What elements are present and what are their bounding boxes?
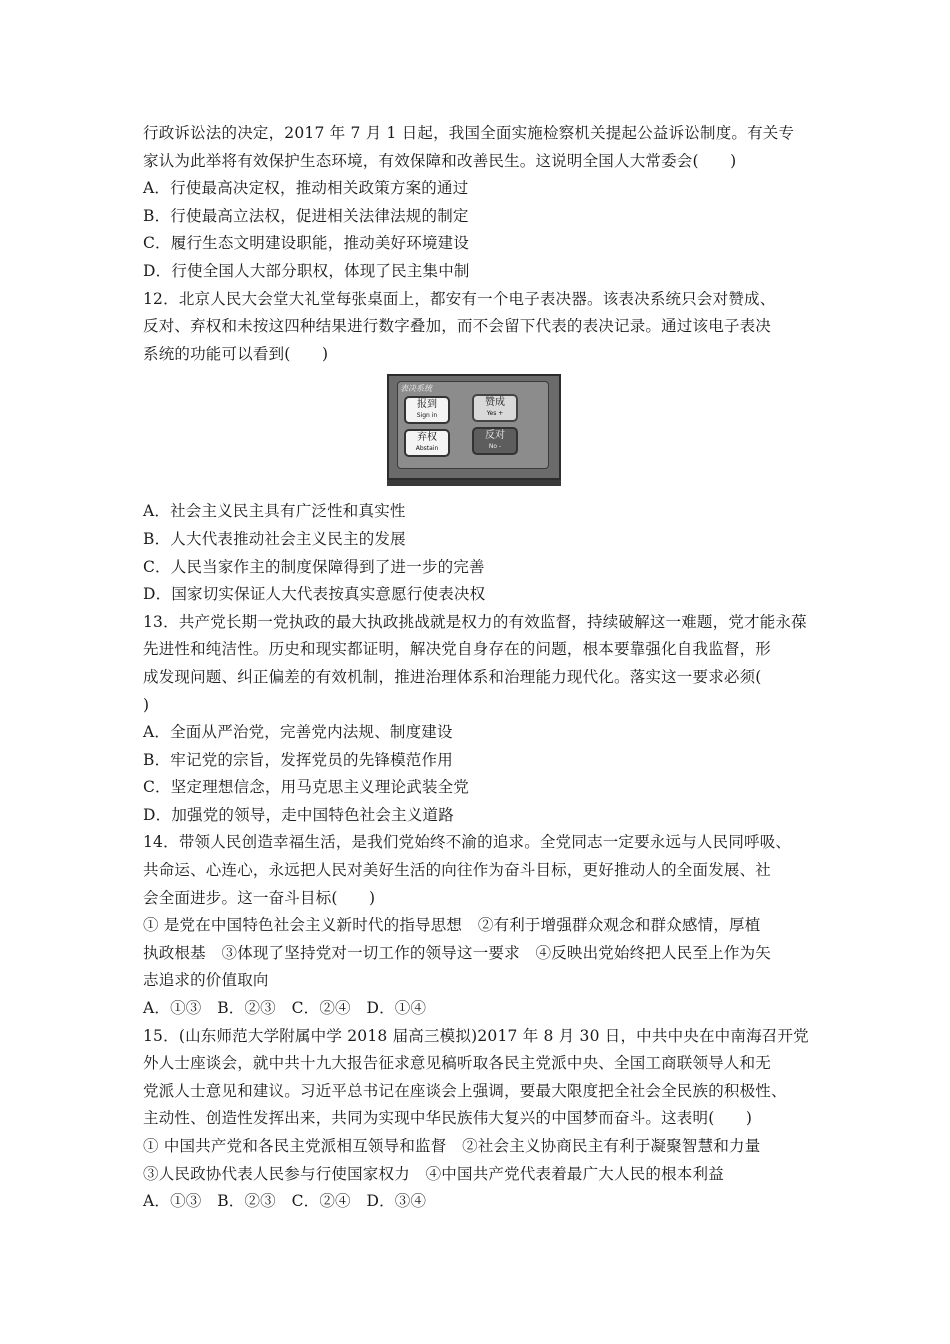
- question-13: [143, 609, 813, 830]
- signin-label: 报到: [417, 399, 437, 411]
- option-line: C．履行生态文明建设职能，推动美好环境建设: [143, 234, 470, 253]
- text-line: ① 是党在中国特色社会主义新时代的指导思想 ②有利于增强群众观念和群众感情，厚植: [143, 916, 761, 935]
- text-line: 先进性和纯洁性。历史和现实都证明，解决党自身存在的问题，根本要靠强化自我监督，形: [143, 640, 772, 659]
- text-line: 共命运、心连心，永远把人民对美好生活的向往作为奋斗目标，更好推动人的全面发展、社: [143, 861, 772, 880]
- text-line: 15．(山东师范大学附属中学 2018 届高三模拟)2017 年 8 月 30 日，中共中央在中南海召开党: [143, 1026, 809, 1045]
- option-line: A．①③ B．②③ C．②④ D．③④: [143, 1192, 427, 1211]
- abstain-label: 弃权: [417, 432, 437, 444]
- text-line: 12．北京人民大会堂大礼堂每张桌面上，都安有一个电子表决器。该表决系统只会对赞成、: [143, 289, 776, 308]
- yes-button: [472, 394, 518, 422]
- option-line: B．牢记党的宗旨，发挥党员的先锋模范作用: [143, 750, 453, 769]
- text-line: 外人士座谈会，就中共十九大报告征求意见稿听取各民主党派中央、全国工商联领导人和无: [143, 1054, 772, 1073]
- text-line: 反对、弃权和未按这四种结果进行数字叠加，而不会留下代表的表决记录。通过该电子表决: [143, 317, 772, 336]
- option-line: A．行使最高决定权，推动相关政策方案的通过: [143, 179, 469, 198]
- question-12: [143, 286, 813, 609]
- option-line: B．行使最高立法权，促进相关法律法规的制定: [143, 206, 469, 225]
- text-line: ): [143, 695, 150, 714]
- text-line: 会全面进步。这一奋斗目标( ): [143, 888, 376, 907]
- signin-label-en: Sign in: [416, 412, 438, 420]
- device-screen: [397, 381, 549, 469]
- text-line: 家认为此举将有效保护生态环境，有效保障和改善民生。这说明全国人大常委会( ): [143, 151, 737, 170]
- option-line: D．行使全国人大部分职权，体现了民主集中制: [143, 261, 470, 280]
- text-line: ③人民政协代表人民参与行使国家权力 ④中国共产党代表着最广大人民的根本利益: [143, 1164, 724, 1183]
- question-11-tail: [143, 120, 813, 286]
- no-button: [472, 427, 518, 455]
- text-line: 系统的功能可以看到( ): [143, 344, 329, 363]
- no-label: 反对: [485, 430, 505, 442]
- option-line: C．人民当家作主的制度保障得到了进一步的完善: [143, 557, 485, 576]
- device-title: 表决系统: [400, 384, 432, 394]
- voting-device-photo: [387, 374, 561, 480]
- text-line: 行政诉讼法的决定，2017 年 7 月 1 日起，我国全面实施检察机关提起公益诉讼制度。有关专: [143, 124, 795, 142]
- option-line: B．人大代表推动社会主义民主的发展: [143, 529, 406, 548]
- option-line: A．全面从严治党，完善党内法规、制度建设: [143, 723, 453, 742]
- text-line: 13．共产党长期一党执政的最大执政挑战就是权力的有效监督，持续破解这一难题，党才能永葆: [143, 612, 807, 631]
- signin-button: [404, 396, 450, 424]
- option-line: A．①③ B．②③ C．②④ D．①④: [143, 999, 427, 1018]
- voting-device-figure: [143, 368, 813, 498]
- abstain-label-en: Abstain: [415, 445, 439, 453]
- abstain-button: [404, 429, 450, 457]
- text-line: 成发现问题、纠正偏差的有效机制，推进治理体系和治理能力现代化。落实这一要求必须(: [143, 667, 762, 686]
- question-14: [143, 829, 813, 1022]
- option-line: C．坚定理想信念，用马克思主义理论武装全党: [143, 778, 470, 797]
- text-line: 党派人士意见和建议。习近平总书记在座谈会上强调，要最大限度把全社会全民族的积极性、: [143, 1081, 787, 1100]
- text-line: 14．带领人民创造幸福生活，是我们党始终不渝的追求。全党同志一定要永远与人民同呼吸、: [143, 833, 792, 852]
- option-line: D．加强党的领导，走中国特色社会主义道路: [143, 805, 454, 824]
- question-15: [143, 1023, 813, 1216]
- yes-label: 赞成: [485, 397, 505, 409]
- no-label-en: No -: [488, 443, 502, 451]
- yes-label-en: Yes +: [486, 410, 504, 418]
- text-line: 执政根基 ③体现了坚持党对一切工作的领导这一要求 ④反映出党始终把人民至上作为矢: [143, 943, 772, 962]
- text-line: 主动性、创造性发挥出来，共同为实现中华民族伟大复兴的中国梦而奋斗。这表明( ): [143, 1109, 753, 1128]
- device-base: [387, 480, 561, 486]
- option-line: D．国家切实保证人大代表按真实意愿行使表决权: [143, 585, 486, 604]
- text-line: 志追求的价值取向: [143, 971, 269, 990]
- option-line: A．社会主义民主具有广泛性和真实性: [143, 502, 406, 521]
- text-line: ① 中国共产党和各民主党派相互领导和监督 ②社会主义协商民主有利于凝聚智慧和力量: [143, 1137, 761, 1155]
- document-page: [143, 120, 813, 1216]
